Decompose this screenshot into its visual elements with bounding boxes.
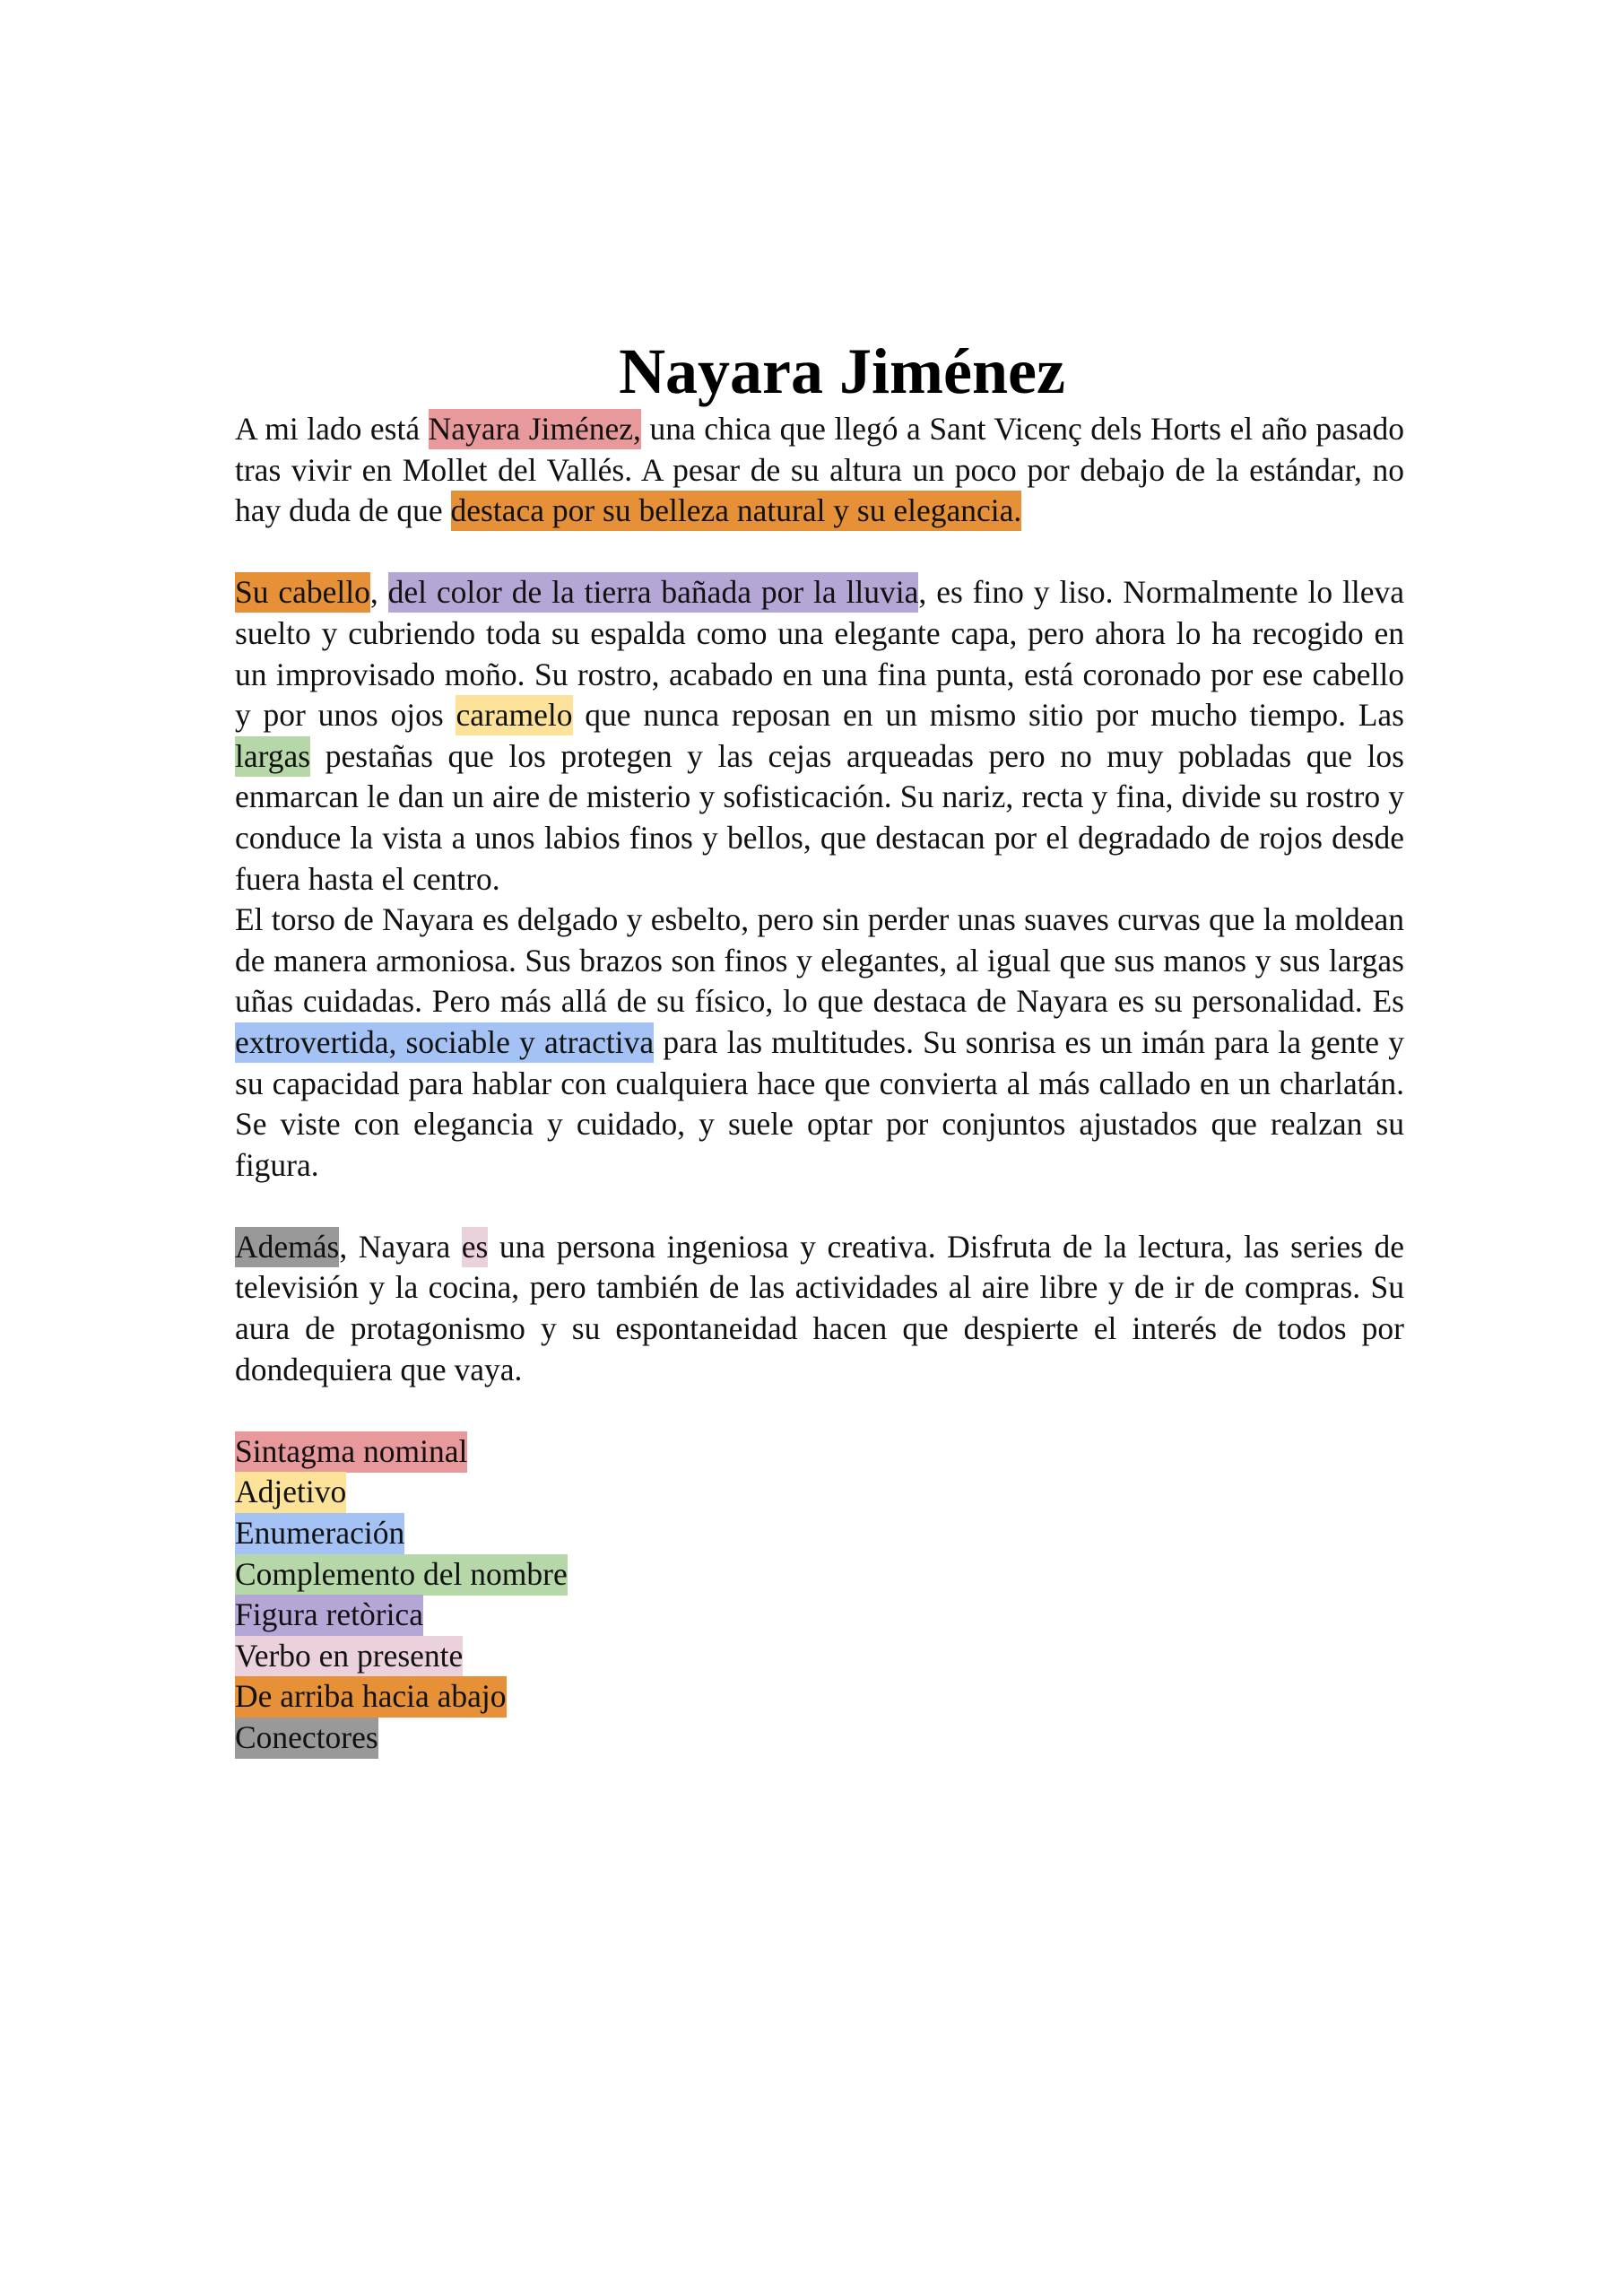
paragraph-spacer	[235, 532, 1404, 573]
legend-label-sintagma-nominal: Sintagma nominal	[235, 1431, 467, 1473]
legend-label-enumeracion: Enumeración	[235, 1513, 404, 1554]
text-run: una chica que llegó a Sant Vicenç dels Horts el año pasado tras vivir en Mollet del Vallés. A pesar de su altura un poco por debajo de la estándar, no hay duda de que	[235, 411, 1404, 529]
paragraph-physical	[235, 572, 1404, 900]
text-run: , es fino y liso. Normalmente lo lleva suelto y cubriendo toda su espalda como una elegante capa, pero ahora lo ha recogido en un improvisado moño. Su rostro, acabado en una fina punta, está coronado por ese cabello y por unos ojos	[235, 574, 1404, 734]
paragraph-spacer	[235, 1186, 1404, 1227]
highlight-enumeracion: extrovertida, sociable y atractiva	[235, 1022, 654, 1063]
legend-item	[235, 1676, 1404, 1718]
document-page	[235, 334, 1404, 1759]
document-title: Nayara Jiménez	[619, 335, 1065, 407]
legend-item	[235, 1636, 1404, 1677]
legend-label-conectores: Conectores	[235, 1718, 378, 1759]
highlight-verbo-en-presente: es	[462, 1227, 489, 1267]
paragraph-hobbies	[235, 1227, 1404, 1390]
legend-item	[235, 1472, 1404, 1513]
paragraph-personality	[235, 900, 1404, 1186]
highlight-de-arriba-hacia-abajo: Su cabello	[235, 572, 370, 613]
text-run: que nunca reposan en un mismo sitio por mucho tiempo. Las	[572, 697, 1404, 734]
highlight-complemento-del-nombre: largas	[235, 736, 310, 777]
legend-label-complemento-del-nombre: Complemento del nombre	[235, 1554, 568, 1596]
text-run: El torso de Nayara es delgado y esbelto, pero sin perder unas suaves curvas que la moldean de manera armoniosa. Sus brazos son finos y elegantes, al igual que sus manos y sus largas uñas cuidadas. Pero más allá de su físico, lo que destaca de Nayara es su personalidad. Es	[235, 901, 1404, 1020]
text-run: pestañas que los protegen y las cejas arqueadas pero no muy pobladas que los enmarcan le dan un aire de misterio y sofisticación. Su nariz, recta y fina, divide su rostro y conduce la vista a unos labios finos y bellos, que destacan por el degradado de rojos desde fuera hasta el centro.	[235, 737, 1404, 897]
text-run: para las multitudes. Su sonrisa es un imán para la gente y su capacidad para hablar con cualquiera hace que convierta al más callado en un charlatán. Se viste con elegancia y cuidado, y suele optar por conjuntos ajustados que realzan su figura.	[235, 1023, 1404, 1183]
color-legend	[235, 1431, 1404, 1759]
legend-item	[235, 1554, 1404, 1596]
highlight-conectores: Además	[235, 1227, 339, 1267]
legend-label-verbo-en-presente: Verbo en presente	[235, 1636, 463, 1677]
text-run: ,	[369, 574, 388, 611]
legend-item	[235, 1595, 1404, 1636]
text-run: una persona ingeniosa y creativa. Disfruta de la lectura, las series de televisión y la cocina, pero también de las actividades al aire libre y de ir de compras. Su aura de protagonismo y su espontaneidad hacen que despierte el interés de todos por dondequiera que vaya.	[235, 1228, 1405, 1387]
legend-item	[235, 1513, 1404, 1554]
text-run: A mi lado está	[235, 411, 429, 447]
legend-item	[235, 1431, 1404, 1473]
legend-item	[235, 1718, 1404, 1759]
paragraph-spacer	[235, 1390, 1404, 1431]
legend-label-de-arriba-hacia-abajo: De arriba hacia abajo	[235, 1676, 507, 1718]
highlight-adjetivo: caramelo	[456, 695, 572, 735]
highlight-figura-retorica: del color de la tierra bañada por la lluvia	[388, 572, 919, 613]
paragraph-intro	[235, 409, 1404, 532]
legend-label-adjetivo: Adjetivo	[235, 1472, 346, 1513]
text-run: , Nayara	[339, 1228, 462, 1265]
highlight-de-arriba-hacia-abajo: destaca por su belleza natural y su elegancia.	[451, 491, 1022, 531]
legend-label-figura-retorica: Figura retòrica	[235, 1595, 423, 1636]
highlight-sintagma-nominal: Nayara Jiménez,	[429, 409, 641, 449]
